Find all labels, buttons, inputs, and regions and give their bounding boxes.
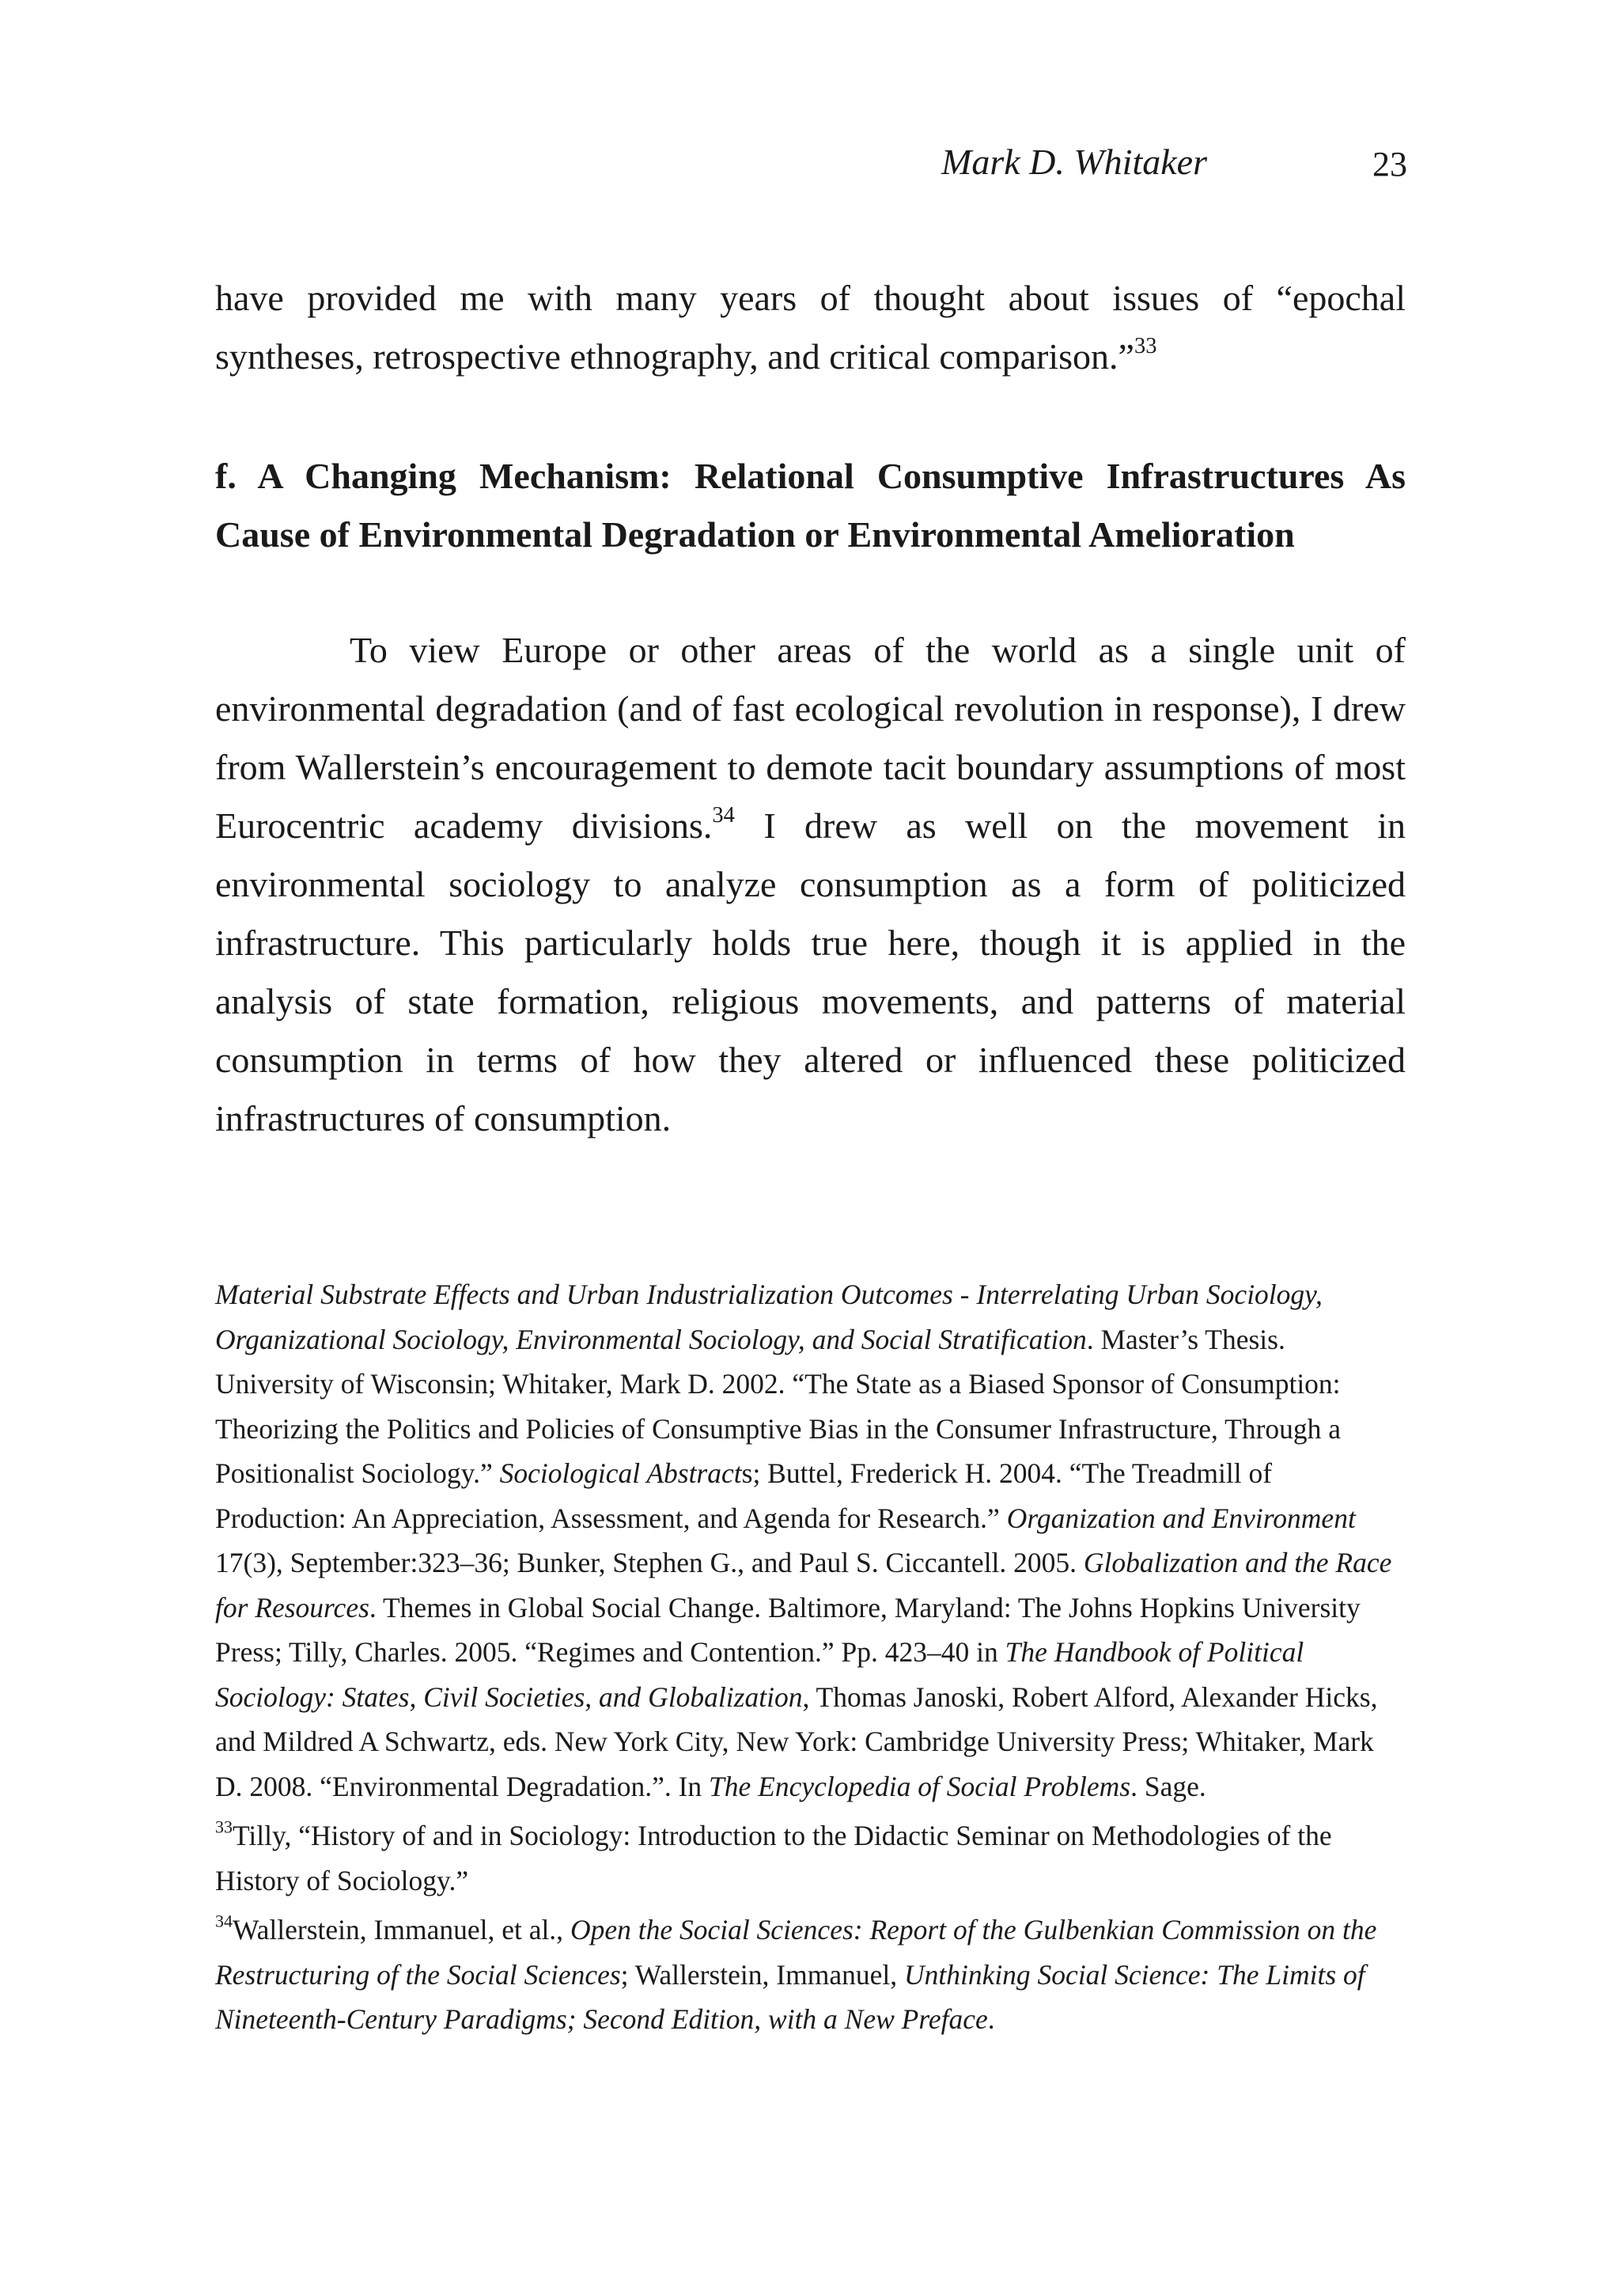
intro-text: have provided me with many years of thought about issues of “epochal syntheses, retrospective ethnography, and critical comparison.” xyxy=(215,278,1406,377)
footnote-continuation xyxy=(215,1272,1406,1809)
intro-paragraph xyxy=(215,269,1406,386)
fn-cont-title-6: The Encyclopedia of Social Problems xyxy=(709,1770,1131,1802)
footnotes-area xyxy=(215,1272,1406,2042)
footnote-33-text: Tilly, “History of and in Sociology: Introduction to the Didactic Seminar on Methodologies of the History of Sociology.” xyxy=(215,1820,1332,1896)
body-paragraph-block xyxy=(215,621,1406,1148)
paragraph-part-2: I drew as well on the movement in environmental sociology to analyze consumption as a form of politicized infrastructure. This particularly holds true here, though it is applied in the analysis of state formation, religious movements, and patterns of material consumption in terms of how they altered or influenced these politicized infrastructures of consumption. xyxy=(215,805,1406,1139)
paragraph-part-1: To view Europe or other areas of the world as a single unit of environmental degradation (and of fast ecological revolution in response), I drew from Wallerstein’s encouragement to demote tacit boundary assumptions of most Eurocentric academy divisions. xyxy=(215,630,1406,846)
footnote-34 xyxy=(215,1908,1406,2042)
section-heading-block xyxy=(215,447,1406,564)
fn-cont-title-3: Organization and Environment xyxy=(1006,1502,1356,1534)
footnote-34-title-1: Open the Social Sciences: Report of the Gulbenkian Commission on the Restructuring of the Social Sciences xyxy=(215,1914,1377,1991)
section-heading: f. A Changing Mechanism: Relational Consumptive Infrastructures As Cause of Environmental Degradation or Environmental Amelioration xyxy=(215,456,1406,555)
footnote-34-title-2: Unthinking Social Science: The Limits of Nineteenth-Century Paradigms; Second Edition, with a New Preface xyxy=(215,1958,1365,2035)
footnote-ref-34: 34 xyxy=(712,803,735,828)
running-header-author: Mark D. Whitaker xyxy=(941,142,1207,182)
footnote-34-text-3: . xyxy=(987,2003,995,2035)
footnote-34-text-1: Wallerstein, Immanuel, et al., xyxy=(233,1914,570,1946)
footnote-34-text-2: ; Wallerstein, Immanuel, xyxy=(620,1958,904,1991)
body-paragraph xyxy=(215,621,1406,1148)
footnote-33 xyxy=(215,1813,1406,1903)
footnote-34-number: 34 xyxy=(215,1911,233,1931)
page-number: 23 xyxy=(1372,145,1407,184)
fn-cont-text-2: s; Buttel, Frederick H. 2004. “The Treadmill of Production: An Appreciation, Assessment, and Agenda for Research.” xyxy=(215,1457,1273,1534)
fn-cont-text-5: , Thomas Janoski, Robert Alford, Alexander Hicks, and Mildred A Schwartz, eds. New York City, New York: Cambridge University Press; Whitaker, Mark D. 2008. “Environmental Degradation.”. In xyxy=(215,1680,1378,1802)
footnote-33-number: 33 xyxy=(215,1817,233,1837)
fn-cont-title-2: Sociological Abstract xyxy=(499,1457,742,1489)
fn-cont-title-4: Globalization and the Race for Resources xyxy=(215,1547,1392,1623)
fn-cont-text-6: . Sage. xyxy=(1130,1770,1206,1802)
footnote-ref-33: 33 xyxy=(1134,334,1157,359)
fn-cont-title-1: Material Substrate Effects and Urban Industrialization Outcomes - Interrelating Urban Sociology, Organizational Sociology, Environmental Sociology, and Social Stratification xyxy=(215,1279,1323,1355)
fn-cont-text-3: 17(3), September:323–36; Bunker, Stephen G., and Paul S. Ciccantell. 2005. xyxy=(215,1547,1084,1578)
fn-cont-text-1: . Master’s Thesis. University of Wisconsin; Whitaker, Mark D. 2002. “The State as a Biased Sponsor of Consumption: Theorizing the Politics and Policies of Consumptive Bias in the Consumer Infrastructure, Through a Positionalist Sociology.” xyxy=(215,1323,1342,1489)
fn-cont-text-4: . Themes in Global Social Change. Baltimore, Maryland: The Johns Hopkins University Press; Tilly, Charles. 2005. “Regimes and Contention.” Pp. 423–40 in xyxy=(215,1591,1361,1668)
fn-cont-title-5: The Handbook of Political Sociology: States, Civil Societies, and Globalization xyxy=(215,1636,1304,1713)
